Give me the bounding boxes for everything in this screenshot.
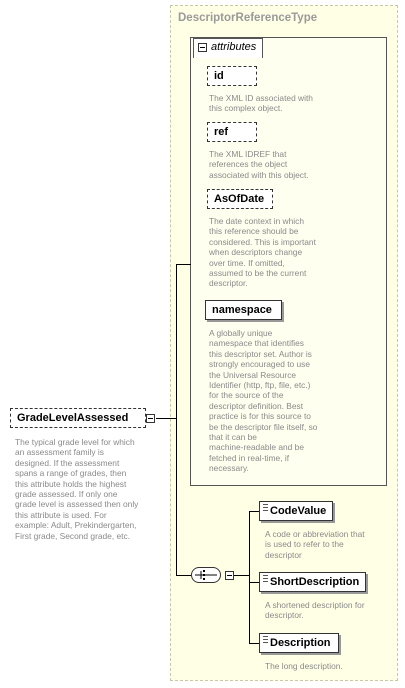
attribute-description: The date context in which this reference should be considered. This is important when descriptors change over time. If omitted, assumed to be the current descriptor.: [209, 216, 316, 289]
connector-line: [249, 511, 259, 512]
attributes-label: attributes: [211, 41, 257, 53]
element-name: ShortDescription: [270, 576, 360, 588]
element-name: Description: [270, 637, 331, 649]
type-title: DescriptorReferenceType: [178, 12, 318, 24]
element-shortdescription[interactable]: [259, 572, 366, 592]
element-name: CodeValue: [270, 505, 327, 517]
attribute-namespace[interactable]: namespace: [205, 300, 282, 320]
connector-line: [234, 575, 249, 576]
attribute-description: The XML IDREF that references the object associated with this object.: [209, 149, 309, 180]
connector-line: [156, 418, 177, 419]
sequence-icon: [192, 568, 220, 582]
connector-line: [176, 264, 191, 265]
attribute-asofdate[interactable]: AsOfDate: [207, 189, 273, 209]
root-description: The typical grade level for which an assessment family is designed. If the assessment spans a range of grades, then this attribute holds the highest grade assessed. If only one grade level is assessed then only this attribute is used. For example: Adult, Prekindergarten, First grade, Second grade, etc.: [15, 437, 139, 541]
sequence-compositor[interactable]: [191, 567, 221, 583]
attribute-ref[interactable]: ref: [207, 122, 257, 142]
element-codevalue[interactable]: [259, 501, 333, 521]
attribute-description: A globally unique namespace that identifies this descriptor set. Author is strongly encouraged to use the Universal Resource Identifier (http, ftp, file, etc.) for the source of the descriptor definition. Best practice is for this source to be the descriptor file itself, so that it can be machine-readable and be fetched in real-time, if necessary.: [209, 328, 318, 474]
connector-line: [176, 264, 177, 576]
collapse-icon[interactable]: [146, 414, 155, 423]
element-description: A code or abbreviation that is used to refer to the descriptor: [265, 529, 365, 560]
collapse-icon[interactable]: [198, 43, 207, 52]
attribute-description: The XML ID associated with this complex object.: [209, 93, 313, 114]
collapse-icon[interactable]: [225, 571, 234, 580]
root-element-box[interactable]: GradeLevelAssessed: [10, 408, 146, 428]
connector-line: [249, 582, 259, 583]
element-icon: [263, 636, 268, 645]
element-icon: [263, 504, 268, 513]
element-description-node[interactable]: [259, 633, 339, 653]
element-description: A shortened description for descriptor.: [265, 600, 365, 621]
connector-line: [176, 575, 191, 576]
attribute-id[interactable]: id: [207, 66, 257, 86]
connector-line: [249, 511, 250, 643]
connector-line: [249, 643, 259, 644]
element-icon: [263, 575, 268, 584]
element-description: The long description.: [265, 661, 343, 671]
